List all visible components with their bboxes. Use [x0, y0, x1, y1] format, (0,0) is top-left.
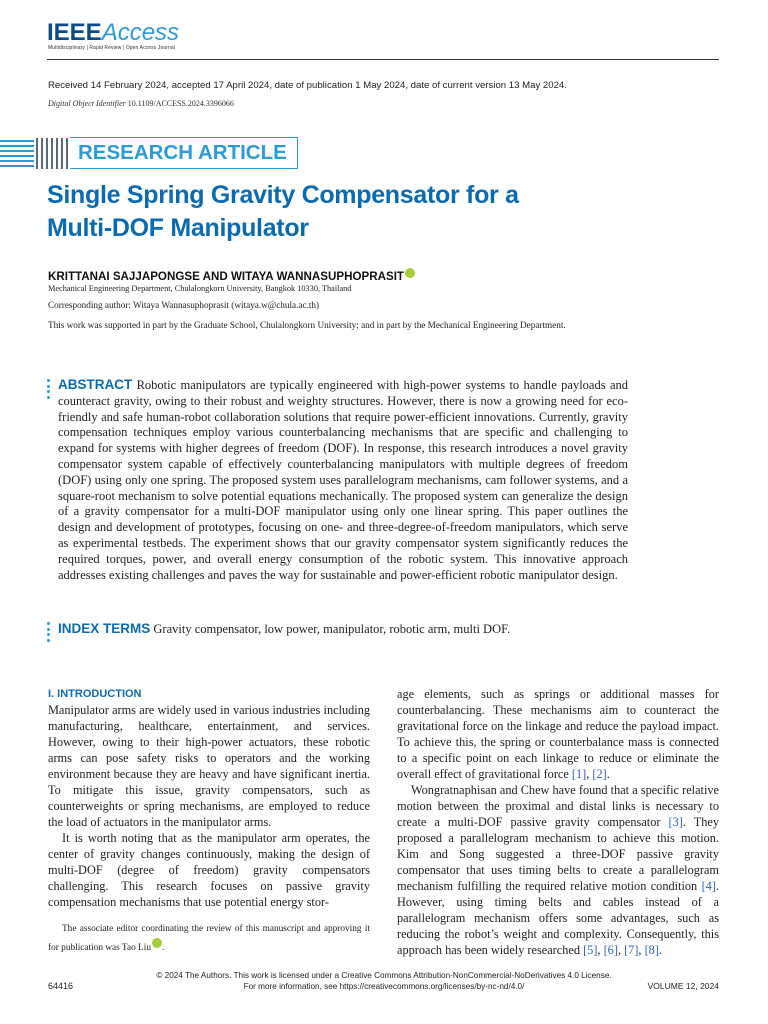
ref-7-link[interactable]: [7]: [624, 943, 639, 957]
abstract: [58, 377, 628, 583]
abstract-dots-icon: [47, 379, 50, 401]
index-terms-text: Gravity compensator, low power, manipulator, robotic arm, multi DOF.: [153, 622, 511, 636]
right-paragraph-2: Wongratnaphisan and Chew have found that a specific relative motion between the proximal and distal links is necessary to create a multi-DOF passive gravity compensator [3]. They proposed a parallelogram mechanism to achieve this motion. Kim and Song suggested a three-DOF passive gravity compensator that uses timing belts to create a parallelogram mechanism fulfilling the required relative motion condition [4]. However, using timing belts and cables instead of a parallelogram mechanism offers some advantages, such as reducing the robot’s weight and complexity. Consequently, this approach has been widely researched [5], [6], [7], [8].: [397, 783, 719, 957]
article-type-banner: RESEARCH ARTICLE: [70, 137, 298, 169]
funding-statement: This work was supported in part by the Graduate School, Chulalongkorn University; and in part by the Mechanical Engineering Department.: [48, 320, 566, 330]
page-number: 64416: [48, 981, 74, 991]
paper-title: [47, 179, 647, 245]
banner-stripes-icon: [0, 136, 70, 170]
ref-4-link[interactable]: [4]: [701, 879, 716, 893]
editor-footnote: The associate editor coordinating the review of this manuscript and approving it for publication was Tao Liu .: [48, 924, 370, 953]
volume-label: VOLUME 12, 2024: [647, 981, 719, 991]
ref-5-link[interactable]: [5]: [583, 943, 598, 957]
abstract-text: Robotic manipulators are typically engineered with high-power systems to handle payloads and counteract gravity, owing to their robust and weighty structures. However, there is now a growing need for eco-friendly and safe human-robot collaboration solutions that require power-efficient innovations. Currently, gravity compensation techniques employ various counterbalancing mechanisms that are specific and challenging to expand for systems with higher degrees of freedom (DOF). In response, this research introduces a novel gravity compensator system capable of effectively counterbalancing manipulators with multiple degrees of freedom (DOF) using only one spring. The proposed system uses parallelogram mechanisms, cam follower systems, and a square-root mechanism to solve potential equations mechanically. The proposed system can generalize the design of a gravity compensator for a multi-DOF manipulator using only one linear spring. This paper outlines the design and development of prototypes, focusing on one- and three-degree-of-freedom manipulators, which serve as experimental testbeds. The experiment shows that our gravity compensator system significantly reduces the required torques, power, and overall energy consumption of the robotic system. This innovative approach addresses existing challenges and paves the way for sustainable and power-efficient robotic manipulator design.: [58, 378, 628, 582]
index-terms-label: INDEX TERMS: [58, 621, 151, 636]
index-terms: [58, 621, 628, 637]
doi-line: [48, 99, 234, 108]
orcid-icon[interactable]: [405, 268, 415, 278]
intro-paragraph-2: It is worth noting that as the manipulator arm operates, the center of gravity changes continuously, making the design of multi-DOF (degree of freedom) gravity compensators challenging. This research focuses on passive gravity compensation mechanisms that use potential energy stor-: [48, 831, 370, 909]
journal-name-italic: Access: [101, 19, 180, 46]
ref-2-link[interactable]: [2]: [592, 767, 607, 781]
corresponding-author: Corresponding author: Witaya Wannasuphoprasit (witaya.w@chula.ac.th): [48, 300, 320, 310]
right-paragraph-1: age elements, such as springs or additional masses for counterbalancing. These mechanisms aim to counteract the gravitational force on the linkage and reduce the payload impact. To achieve this, the spring or counterbalance mass is connected to a specific point on each linkage to reduce or eliminate the overall effect of gravitational force [1], [2].: [397, 687, 719, 781]
index-terms-dots-icon: [47, 622, 50, 644]
abstract-label: ABSTRACT: [58, 377, 133, 392]
ref-6-link[interactable]: [6]: [603, 943, 618, 957]
authors: [48, 268, 415, 283]
section-heading: I. INTRODUCTION: [48, 688, 142, 700]
doi-value[interactable]: 10.1109/ACCESS.2024.3396066: [127, 99, 234, 108]
right-p1-text: age elements, such as springs or additional masses for counterbalancing. These mechanisms aim to counteract the gravitational force on the linkage and reduce the payload impact. To achieve this, the spring or counterbalance mass is connected to a specific point on each linkage to reduce or eliminate the overall effect of gravitational force: [397, 687, 719, 781]
header-divider: [47, 59, 719, 60]
author-names: KRITTANAI SAJJAPONGSE AND WITAYA WANNASUPHOPRASIT: [48, 270, 405, 283]
ref-1-link[interactable]: [1]: [571, 767, 587, 781]
title-line-2: Multi-DOF Manipulator: [47, 214, 309, 242]
footnote-text: The associate editor coordinating the review of this manuscript and approving it for publication was Tao Liu: [48, 924, 370, 953]
right-column: [397, 686, 719, 958]
editor-orcid-icon[interactable]: [152, 938, 162, 948]
journal-logo: [47, 19, 179, 47]
affiliation: Mechanical Engineering Department, Chulalongkorn University, Bangkok 10330, Thailand: [48, 284, 352, 293]
title-line-1: Single Spring Gravity Compensator for a: [47, 181, 519, 209]
license-line-2[interactable]: For more information, see https://creativecommons.org/licenses/by-nc-nd/4.0/: [243, 982, 525, 991]
doi-label: Digital Object Identifier: [48, 99, 126, 108]
right-p2-text-b: They proposed a parallelogram mechanism to achieve this motion. Kim and Song suggested a three-DOF passive gravity compensator that uses timing belts to create a parallelogram mechanism fulfilling the required relative motion condition: [397, 815, 719, 893]
ref-3-link[interactable]: [3]: [668, 815, 683, 829]
journal-name-bold: IEEE: [47, 19, 102, 46]
license-line-1: © 2024 The Authors. This work is licensed under a Creative Commons Attribution-NonCommercial-NoDerivatives 4.0 License.: [156, 971, 612, 980]
journal-tagline: Multidisciplinary | Rapid Review | Open Access Journal: [48, 45, 175, 51]
intro-paragraph-1: Manipulator arms are widely used in various industries including manufacturing, healthcare, entertainment, and services. However, owing to their high-power actuators, these robotic arms can pose safety risks to operators and the working environment because they are heavy and have significant inertia. To mitigate this issue, gravity compensators, such as counterweights or spring mechanisms, are employed to reduce the load of actuators in the manipulator arms.: [48, 703, 370, 829]
ref-8-link[interactable]: [8]: [644, 943, 659, 957]
left-column: [48, 686, 370, 910]
right-p2-text-a: Wongratnaphisan and Chew have found that a specific relative motion between the proximal and distal links is necessary to create a multi-DOF passive gravity compensator: [397, 783, 719, 829]
received-dates: Received 14 February 2024, accepted 17 April 2024, date of publication 1 May 2024, date of current version 13 May 2024.: [48, 80, 567, 91]
right-p2-text-c: However, using timing belts and cables instead of a parallelogram mechanism offers some advantages, such as reducing the robot’s weight and complexity. Consequently, this approach has been widely researched: [397, 895, 719, 957]
